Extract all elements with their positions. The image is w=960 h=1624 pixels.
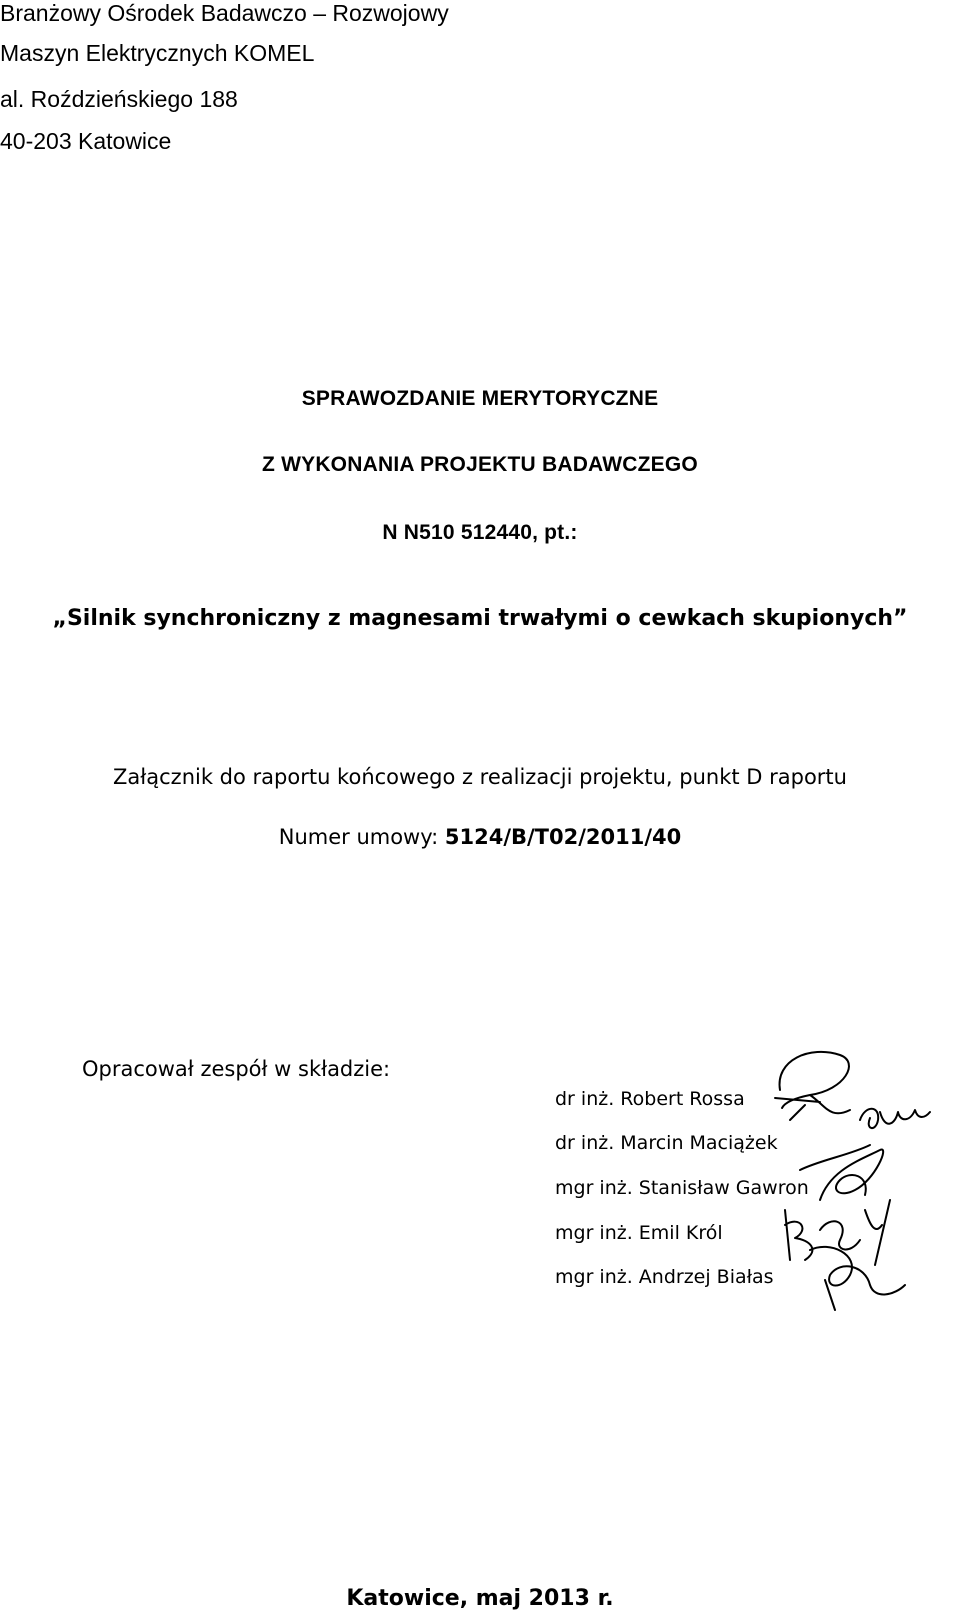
team-member: mgr inż. Stanisław Gawron xyxy=(555,1177,809,1199)
title-line-3: N N510 512440, pt.: xyxy=(382,521,578,544)
contract-label: Numer umowy: xyxy=(278,825,445,849)
signature-stroke xyxy=(800,1145,883,1200)
institution-city: 40-203 Katowice xyxy=(0,128,172,154)
team-label: Opracował zespół w składzie: xyxy=(82,1057,391,1081)
handwritten-signatures xyxy=(770,1050,950,1350)
signature-stroke xyxy=(860,1109,930,1128)
signature-stroke xyxy=(810,1247,905,1310)
team-member: mgr inż. Emil Król xyxy=(555,1222,723,1244)
contract-number-line xyxy=(0,822,960,852)
signature-stroke xyxy=(775,1052,850,1120)
title-line-2: Z WYKONANIA PROJEKTU BADAWCZEGO xyxy=(262,453,698,476)
signature-stroke xyxy=(785,1200,890,1265)
team-member: dr inż. Marcin Maciążek xyxy=(555,1132,778,1154)
attachment-note: Załącznik do raportu końcowego z realizacji projektu, punkt D raportu xyxy=(113,765,847,789)
institution-name: Branżowy Ośrodek Badawczo – Rozwojowy xyxy=(0,0,449,26)
place-date: Katowice, maj 2013 r. xyxy=(346,1586,614,1611)
title-line-1: SPRAWOZDANIE MERYTORYCZNE xyxy=(301,387,659,410)
team-member: dr inż. Robert Rossa xyxy=(555,1088,745,1110)
team-member: mgr inż. Andrzej Białas xyxy=(555,1266,774,1288)
institution-name-2: Maszyn Elektrycznych KOMEL xyxy=(0,40,315,66)
institution-street: al. Roździeńskiego 188 xyxy=(0,86,238,112)
contract-number: 5124/B/T02/2011/40 xyxy=(444,825,682,849)
project-topic: „Silnik synchroniczny z magnesami trwałymi o cewkach skupionych” xyxy=(52,606,908,631)
